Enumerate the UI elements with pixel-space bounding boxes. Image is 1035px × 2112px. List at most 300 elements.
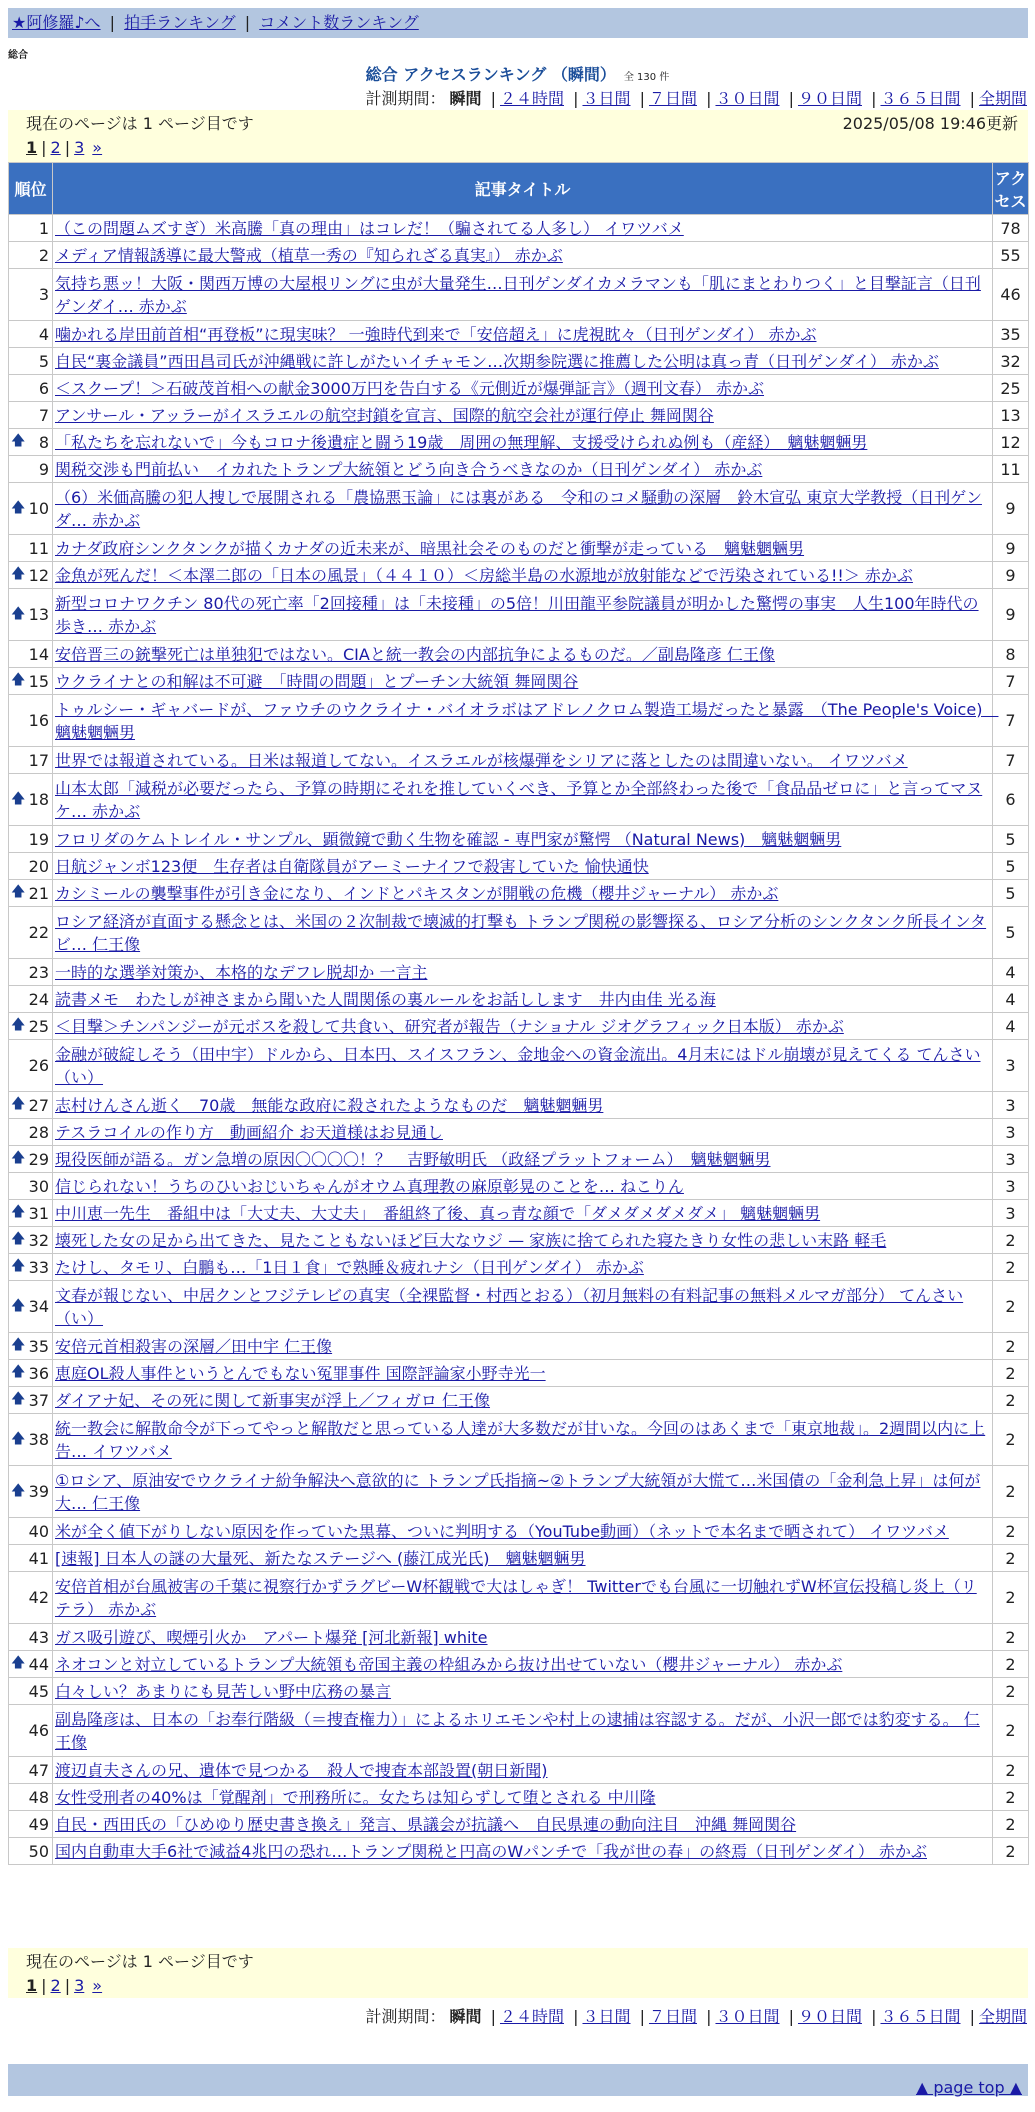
rank-cell [9, 1254, 53, 1281]
rank-number: 31 [28, 1203, 49, 1223]
access-count: 5 [993, 826, 1029, 853]
article-title-link[interactable]: ガス吸引遊び、喫煙引火か アパート爆発 [河北新報] white [55, 1627, 488, 1647]
next-page-link[interactable]: » [92, 1976, 103, 1995]
article-title-link[interactable]: アンサール・アッラーがイスラエルの航空封鎖を宣言、国際的航空会社が運行停止 舞岡関谷 [55, 405, 714, 425]
up-arrow-icon: 🡅 [11, 566, 26, 582]
table-row [9, 1119, 1029, 1146]
article-title-link[interactable]: フロリダのケムトレイル・サンプル、顕微鏡で動く生物を確認 - 専門家が驚愕 （Natural News) 魑魅魍魎男 [55, 829, 842, 849]
rank-cell [9, 1146, 53, 1173]
table-row [9, 562, 1029, 589]
article-title-link[interactable]: テスラコイルの作り方 動画紹介 お天道様はお見通し [55, 1122, 443, 1142]
rank-number: 36 [28, 1363, 49, 1383]
rank-cell [9, 1545, 53, 1572]
access-count: 5 [993, 853, 1029, 880]
rank-number: 39 [28, 1482, 49, 1501]
article-title-link[interactable]: 安倍晋三の銃撃死亡は単独犯ではない。CIAと統一教会の内部抗争によるものだ。／副島隆彦 仁王像 [55, 644, 775, 664]
ranking-table [8, 162, 1029, 1865]
rank-cell [9, 589, 53, 641]
up-arrow-icon: 🡅 [11, 499, 26, 516]
table-row [9, 1360, 1029, 1387]
period-current: 瞬間 [449, 2007, 482, 2026]
rank-number: 43 [28, 1627, 49, 1647]
page-top-link[interactable]: ▲ page top ▲ [915, 2078, 1022, 2097]
title-cell [53, 1838, 993, 1865]
rank-cell [9, 1040, 53, 1092]
page-3-link[interactable]: 3 [74, 138, 85, 157]
access-count: 6 [993, 774, 1029, 826]
pagination: 1 | 2 | 3 » [26, 138, 103, 157]
article-title-link[interactable]: カナダ政府シンクタンクが描くカナダの近未来が、暗黒社会そのものだと衝撃が走っている 魑魅魍魎男 [55, 538, 805, 558]
rank-cell [9, 375, 53, 402]
up-arrow-icon: 🡅 [11, 1655, 26, 1671]
article-title-link[interactable]: [速報] 日本人の謎の大量死、新たなステージへ (藤江成光氏) 魑魅魍魎男 [55, 1548, 586, 1568]
table-row [9, 1784, 1029, 1811]
period-24h-link[interactable]: ２４時間 [499, 89, 564, 108]
title-cell [53, 959, 993, 986]
access-count: 9 [993, 535, 1029, 562]
article-title-link[interactable]: 統一教会に解散命令が下ってやっと解散だと思っている人達が大多数だが甘いな。今回のはあくまで「東京地裁」。2週間以内に上告… イワツバメ [55, 1418, 986, 1461]
rank-cell [9, 774, 53, 826]
period-90d-link[interactable]: ９０日間 [797, 2007, 862, 2026]
period-365d-link[interactable]: ３６５日間 [880, 89, 961, 108]
period-24h-link[interactable]: ２４時間 [499, 2007, 564, 2026]
rank-cell [9, 1811, 53, 1838]
rank-number: 49 [28, 1814, 49, 1834]
access-count: 2 [993, 1572, 1029, 1624]
article-title-link[interactable]: 噛かれる岸田前首相“再登板”に現実味？ 一強時代到来で「安倍超え」に虎視眈々（日刊ゲンダイ） 赤かぶ [55, 324, 817, 344]
article-title-link[interactable]: ＜スクープ！＞石破茂首相への献金3000万円を告白する《元側近が爆弾証言》（週刊文春） 赤かぶ [55, 378, 765, 398]
rank-cell [9, 907, 53, 959]
title-cell [53, 562, 993, 589]
article-title-link[interactable]: 関税交渉も門前払い イカれたトランプ大統領とどう向き合うべきなのか（日刊ゲンダイ） 赤かぶ [55, 459, 763, 479]
rank-cell [9, 402, 53, 429]
period-all-link[interactable]: 全期間 [978, 2007, 1027, 2026]
page-2-link[interactable]: 2 [50, 1976, 61, 1995]
period-7d-link[interactable]: ７日間 [648, 2007, 697, 2026]
page-current: 1 [26, 1976, 38, 1995]
rank-number: 7 [38, 405, 49, 425]
access-count: 32 [993, 348, 1029, 375]
rank-number: 30 [28, 1176, 49, 1196]
article-title-link[interactable]: 志村けんさん逝く 70歳 無能な政府に殺されたようなものだ 魑魅魍魎男 [55, 1095, 604, 1115]
access-count: 2 [993, 1545, 1029, 1572]
title-cell [53, 1013, 993, 1040]
rank-cell [9, 1466, 53, 1518]
title-cell [53, 269, 993, 321]
page-2-link[interactable]: 2 [50, 138, 61, 157]
access-count: 3 [993, 1092, 1029, 1119]
up-arrow-icon: 🡅 [11, 1231, 26, 1247]
article-title-link[interactable]: たけし、タモリ、白鵬も…「1日１食」で熟睡＆疲れナシ（日刊ゲンダイ） 赤かぶ [55, 1257, 644, 1277]
rank-cell [9, 880, 53, 907]
rank-number: 38 [28, 1430, 49, 1449]
page-current: 1 [26, 138, 38, 157]
rank-number: 13 [28, 605, 49, 624]
table-row [9, 1705, 1029, 1757]
rank-cell [9, 1678, 53, 1705]
access-count: 3 [993, 1119, 1029, 1146]
access-count: 3 [993, 1146, 1029, 1173]
rank-cell [9, 641, 53, 668]
rank-number: 28 [28, 1122, 49, 1142]
access-count: 2 [993, 1227, 1029, 1254]
article-title-link[interactable]: ＜目撃＞チンパンジーが元ボスを殺して共食い、研究者が報告（ナショナル ジオグラフィック日本版） 赤かぶ [55, 1016, 844, 1036]
article-title-link[interactable]: 信じられない！うちのひいおじいちゃんがオウム真理教の麻原彰晃のことを… ねこりん [55, 1176, 684, 1196]
title-cell [53, 880, 993, 907]
article-title-link[interactable]: 安倍元首相殺害の深層／田中宇 仁王像 [55, 1336, 333, 1356]
article-title-link[interactable]: 米が全く値下がりしない原因を作っていた黒幕、ついに判明する（YouTube動画）（ネットで本名まで晒されて） イワツバメ [55, 1521, 949, 1541]
title-cell [53, 1545, 993, 1572]
table-row [9, 853, 1029, 880]
period-365d-link[interactable]: ３６５日間 [880, 2007, 961, 2026]
rank-number: 23 [28, 962, 49, 982]
article-title-link[interactable]: 一時的な選挙対策か、本格的なデフレ脱却か 一言主 [55, 962, 428, 982]
rank-cell [9, 695, 53, 747]
rank-number: 42 [28, 1588, 49, 1607]
access-count: 2 [993, 1360, 1029, 1387]
title-cell [53, 429, 993, 456]
up-arrow-icon: 🡅 [11, 1337, 26, 1353]
table-row [9, 589, 1029, 641]
table-row [9, 668, 1029, 695]
table-row [9, 1757, 1029, 1784]
access-count: 7 [993, 695, 1029, 747]
access-count: 2 [993, 1624, 1029, 1651]
access-count: 2 [993, 1838, 1029, 1865]
title-cell [53, 535, 993, 562]
table-row [9, 1678, 1029, 1705]
table-row [9, 483, 1029, 535]
table-row [9, 402, 1029, 429]
access-count: 2 [993, 1678, 1029, 1705]
article-title-link[interactable]: （この問題ムズすぎ）米高騰「真の理由」はコレだ！（騙されてる人多し） イワツバメ [55, 218, 684, 238]
title-cell [53, 1757, 993, 1784]
article-title-link[interactable]: 副島隆彦は、日本の「お奉行階級（＝捜査権力）」によるホリエモンや村上の逮捕は容認する。だが、小沢一郎では豹変する。 仁王像 [55, 1709, 980, 1752]
table-row [9, 321, 1029, 348]
access-count: 35 [993, 321, 1029, 348]
rank-cell [9, 1092, 53, 1119]
rank-number: 17 [28, 750, 49, 770]
table-row [9, 907, 1029, 959]
title-cell [53, 402, 993, 429]
rank-number: 40 [28, 1521, 49, 1541]
title-cell [53, 1146, 993, 1173]
header-access: アクセス [993, 163, 1029, 215]
period-3d-link[interactable]: ３日間 [582, 89, 631, 108]
title-cell [53, 641, 993, 668]
rank-number: 22 [28, 923, 49, 942]
table-row [9, 641, 1029, 668]
article-title-link[interactable]: 中川恵一先生 番組中は「大丈夫、大丈夫」 番組終了後、真っ青な顔で「ダメダメダメダメ」 魑魅魍魎男 [55, 1203, 821, 1223]
rank-cell [9, 215, 53, 242]
rank-cell [9, 1227, 53, 1254]
access-count: 2 [993, 1705, 1029, 1757]
title-cell [53, 375, 993, 402]
page-title: 総合 アクセスランキング （瞬間） [365, 65, 616, 84]
access-count: 11 [993, 456, 1029, 483]
rank-number: 26 [28, 1056, 49, 1075]
period-all-link[interactable]: 全期間 [978, 89, 1027, 108]
period-selector-bottom: 計測期間： 瞬間 | ２４時間 | ３日間 | ７日間 | ３０日間 | ９０日間 | ３６５日間 | 全期間 [365, 2007, 1027, 2026]
rank-number: 18 [28, 790, 49, 809]
nav-separator: | [244, 13, 251, 32]
up-arrow-icon: 🡅 [11, 1482, 26, 1499]
article-title-link[interactable]: 新型コロナワクチン 80代の死亡率「2回接種」は「未接種」の5倍！川田龍平参院議員が明かした驚愕の事実 人生100年時代の歩き… 赤かぶ [55, 593, 979, 636]
table-row [9, 880, 1029, 907]
table-row [9, 986, 1029, 1013]
article-title-link[interactable]: （6）米価高騰の犯人捜しで展開される「農協悪玉論」には裏がある 令和のコメ騒動の深層 鈴木宣弘 東京大学教授（日刊ゲンダ… 赤かぶ [55, 487, 982, 530]
access-count: 2 [993, 1811, 1029, 1838]
access-count: 46 [993, 269, 1029, 321]
page-3-link[interactable]: 3 [74, 1976, 85, 1995]
up-arrow-icon: 🡅 [11, 884, 26, 900]
table-row [9, 535, 1029, 562]
table-row [9, 1414, 1029, 1466]
rank-number: 45 [28, 1681, 49, 1701]
rank-number: 37 [28, 1390, 49, 1410]
access-count: 2 [993, 1254, 1029, 1281]
access-count: 8 [993, 641, 1029, 668]
title-cell [53, 242, 993, 269]
page-info-top [8, 110, 1028, 162]
period-label: 計測期間： [365, 89, 446, 108]
access-count: 4 [993, 1013, 1029, 1040]
up-arrow-icon: 🡅 [11, 1096, 26, 1112]
rank-number: 48 [28, 1787, 49, 1807]
article-title-link[interactable]: ウクライナとの和解は不可避 「時間の問題」とプーチン大統領 舞岡関谷 [55, 671, 579, 691]
rank-cell [9, 242, 53, 269]
rank-cell [9, 1572, 53, 1624]
rank-number: 24 [28, 989, 49, 1009]
access-count: 2 [993, 1784, 1029, 1811]
total-count: 全 130 件 [623, 72, 670, 83]
table-row [9, 1545, 1029, 1572]
up-arrow-icon: 🡅 [11, 1258, 26, 1274]
up-arrow-icon: 🡅 [11, 1430, 26, 1447]
table-row [9, 375, 1029, 402]
title-cell [53, 1333, 993, 1360]
article-title-link[interactable]: 自民“裏金議員”西田昌司氏が沖縄戦に許しがたいイチャモン…次期参院選に推薦した公明は真っ青（日刊ゲンダイ） 赤かぶ [55, 351, 939, 371]
rank-number: 6 [38, 378, 49, 398]
table-row [9, 1624, 1029, 1651]
title-cell [53, 1040, 993, 1092]
rank-cell [9, 269, 53, 321]
table-row [9, 456, 1029, 483]
rank-cell [9, 1360, 53, 1387]
period-label: 計測期間： [365, 2007, 446, 2026]
applause-ranking-link[interactable]: 拍手ランキング [124, 13, 236, 32]
rank-number: 4 [38, 324, 49, 344]
article-title-link[interactable]: 山本太郎「減税が必要だったら、予算の時期にそれを推していくべき、予算とか全部終わった後で「食品品ゼロに」と言ってマヌケ… 赤かぶ [55, 778, 983, 821]
table-row [9, 348, 1029, 375]
period-current: 瞬間 [449, 89, 482, 108]
rank-number: 46 [28, 1721, 49, 1740]
table-row [9, 747, 1029, 774]
access-count: 13 [993, 402, 1029, 429]
period-7d-link[interactable]: ７日間 [648, 89, 697, 108]
rank-number: 15 [28, 671, 49, 691]
table-row [9, 1013, 1029, 1040]
title-cell [53, 1466, 993, 1518]
rank-number: 9 [38, 459, 49, 479]
rank-number: 44 [28, 1654, 49, 1674]
next-page-link[interactable]: » [92, 138, 103, 157]
access-count: 5 [993, 907, 1029, 959]
rank-cell [9, 1624, 53, 1651]
rank-cell [9, 562, 53, 589]
access-count: 9 [993, 589, 1029, 641]
rank-number: 50 [28, 1841, 49, 1861]
article-title-link[interactable]: ダイアナ妃、その死に関して新事実が浮上／フィガロ 仁王像 [55, 1390, 491, 1410]
article-title-link[interactable]: トゥルシー・ギャバードが、ファウチのウクライナ・バイオラボはアドレノクロム製造工場だったと暴露 （The People's Voice) 魑魅魍魎男 [55, 699, 999, 742]
title-cell [53, 456, 993, 483]
title-cell [53, 1119, 993, 1146]
access-count: 3 [993, 1200, 1029, 1227]
up-arrow-icon: 🡅 [11, 1017, 26, 1033]
title-cell [53, 1811, 993, 1838]
title-cell [53, 1518, 993, 1545]
access-count: 2 [993, 1387, 1029, 1414]
rank-number: 12 [28, 565, 49, 585]
rank-cell [9, 1281, 53, 1333]
rank-cell [9, 959, 53, 986]
title-cell [53, 1572, 993, 1624]
rank-cell [9, 1838, 53, 1865]
article-title-link[interactable]: 白々しい？あまりにも見苦しい野中広務の暴言 [55, 1681, 392, 1701]
period-3d-link[interactable]: ３日間 [582, 2007, 631, 2026]
rank-number: 2 [38, 245, 49, 265]
up-arrow-icon: 🡅 [11, 1150, 26, 1166]
title-cell [53, 1281, 993, 1333]
article-title-link[interactable]: ロシア経済が直面する懸念とは、米国の２次制裁で壊滅的打撃も トランプ関税の影響探る、ロシア分析のシンクタンク所長インタビ… 仁王像 [55, 911, 987, 954]
current-page-text: 現在のページは 1 ページ目です [26, 1952, 254, 1971]
article-title-link[interactable]: 文春が報じない、中居クンとフジテレビの真実（全裸監督・村西とおる）（初月無料の有料記事の無料メルマガ部分） てんさい（い） [55, 1285, 964, 1328]
table-row [9, 1466, 1029, 1518]
rank-number: 14 [28, 644, 49, 664]
article-title-link[interactable]: 恵庭OL殺人事件というとんでもない冤罪事件 国際評論家小野寺光一 [55, 1363, 546, 1383]
rank-number: 21 [28, 883, 49, 903]
rank-number: 33 [28, 1257, 49, 1277]
article-title-link[interactable]: ①ロシア、原油安でウクライナ紛争解決へ意欲的に トランプ氏指摘~②トランプ大統領が大慌て…米国債の「金利急上昇」は何が大… 仁王像 [55, 1470, 981, 1513]
article-title-link[interactable]: 気持ち悪ッ！大阪・関西万博の大屋根リングに虫が大量発生…日刊ゲンダイカメラマンも「肌にまとわりつく」と目撃証言（日刊ゲンダイ… 赤かぶ [55, 273, 981, 316]
article-title-link[interactable]: 日航ジャンボ123便 生存者は自衛隊員がアーミーナイフで殺害していた 愉快通快 [55, 856, 649, 876]
article-title-link[interactable]: 渡辺貞夫さんの兄、遺体で見つかる 殺人で捜査本部設置(朝日新聞) [55, 1760, 548, 1780]
rank-number: 3 [38, 285, 49, 304]
article-title-link[interactable]: 安倍首相が台風被害の千葉に視察行かずラグビーW杯観戦で大はしゃぎ！ Twitterでも台風に一切触れずW杯宣伝投稿し炎上（リテラ） 赤かぶ [55, 1576, 977, 1619]
table-row [9, 774, 1029, 826]
table-row [9, 1333, 1029, 1360]
rank-number: 41 [28, 1548, 49, 1568]
title-cell [53, 483, 993, 535]
rank-number: 10 [28, 499, 49, 518]
access-count: 9 [993, 483, 1029, 535]
article-title-link[interactable]: 読書メモ わたしが神さまから聞いた人間関係の裏ルールをお話しします 井内由佳 光る海 [55, 989, 716, 1009]
title-cell [53, 1414, 993, 1466]
period-selector-top: 計測期間： 瞬間 | ２４時間 | ３日間 | ７日間 | ３０日間 | ９０日間 | ３６５日間 | 全期間 [365, 89, 1027, 108]
access-count: 2 [993, 1651, 1029, 1678]
title-cell [53, 668, 993, 695]
up-arrow-icon: 🡅 [11, 790, 26, 807]
access-count: 2 [993, 1466, 1029, 1518]
access-count: 7 [993, 668, 1029, 695]
rank-number: 11 [28, 538, 49, 558]
home-link[interactable]: ★阿修羅♪へ [12, 13, 101, 32]
title-cell [53, 589, 993, 641]
article-title-link[interactable]: 「私たちを忘れないで」今もコロナ後遺症と闘う19歳 周囲の無理解、支援受けられぬ例も（産経） 魑魅魍魎男 [55, 432, 868, 452]
article-title-link[interactable]: カシミールの襲撃事件が引き金になり、インドとパキスタンが開戦の危機（櫻井ジャーナル） 赤かぶ [55, 883, 779, 903]
rank-cell [9, 1387, 53, 1414]
article-title-link[interactable]: 自民・西田氏の「ひめゆり歴史書き換え」発言、県議会が抗議へ 自民県連の動向注目 沖縄 舞岡関谷 [55, 1814, 797, 1834]
title-cell [53, 1227, 993, 1254]
updated-timestamp: 2025/05/08 19:46更新 [842, 114, 1018, 133]
pagination: 1 | 2 | 3 » [26, 1976, 103, 1995]
rank-cell [9, 1200, 53, 1227]
access-count: 4 [993, 986, 1029, 1013]
article-title-link[interactable]: ネオコンと対立しているトランプ大統領も帝国主義の枠組みから抜け出せていない（櫻井ジャーナル） 赤かぶ [55, 1654, 843, 1674]
article-title-link[interactable]: 金融が破綻しそう（田中宇）ドルから、日本円、スイスフラン、金地金への資金流出。4月末にはドル崩壊が見えてくる てんさい（い） [55, 1044, 981, 1087]
access-count: 55 [993, 242, 1029, 269]
rank-cell [9, 483, 53, 535]
rank-cell [9, 1119, 53, 1146]
access-count: 4 [993, 959, 1029, 986]
period-30d-link[interactable]: ３０日間 [715, 2007, 780, 2026]
rank-cell [9, 1173, 53, 1200]
table-row [9, 695, 1029, 747]
access-count: 78 [993, 215, 1029, 242]
comment-ranking-link[interactable]: コメント数ランキング [259, 13, 419, 32]
article-title-link[interactable]: 金魚が死んだ！＜本澤二郎の「日本の風景」（４４１０）＜房総半島の水源地が放射能などで汚染されている!!＞ 赤かぶ [55, 565, 913, 585]
table-row [9, 1146, 1029, 1173]
table-row [9, 1572, 1029, 1624]
ranking-heading [0, 62, 1035, 85]
rank-cell [9, 429, 53, 456]
period-30d-link[interactable]: ３０日間 [715, 89, 780, 108]
rank-cell [9, 1013, 53, 1040]
article-title-link[interactable]: 国内自動車大手6社で減益4兆円の恐れ…トランプ関税と円高のWパンチで「我が世の春」の終焉（日刊ゲンダイ） 赤かぶ [55, 1841, 927, 1861]
rank-number: 34 [28, 1297, 49, 1316]
rank-number: 47 [28, 1760, 49, 1780]
nav-separator: | [109, 13, 116, 32]
article-title-link[interactable]: メディア情報誘導に最大警戒（植草一秀の『知られざる真実』） 赤かぶ [55, 245, 563, 265]
period-90d-link[interactable]: ９０日間 [797, 89, 862, 108]
rank-cell [9, 1414, 53, 1466]
table-row [9, 429, 1029, 456]
rank-cell [9, 668, 53, 695]
access-count: 2 [993, 1414, 1029, 1466]
rank-cell [9, 747, 53, 774]
article-title-link[interactable]: 壊死した女の足から出てきた、見たこともないほど巨大なウジ — 家族に捨てられた寝たきり女性の悲しい末路 軽毛 [55, 1230, 887, 1250]
access-count: 2 [993, 1757, 1029, 1784]
top-nav-bar [8, 8, 1028, 38]
rank-number: 1 [38, 218, 49, 238]
table-row [9, 1281, 1029, 1333]
table-row [9, 826, 1029, 853]
access-count: 2 [993, 1518, 1029, 1545]
access-count: 3 [993, 1040, 1029, 1092]
up-arrow-icon: 🡅 [11, 1204, 26, 1220]
rank-cell [9, 1333, 53, 1360]
rank-number: 19 [28, 829, 49, 849]
title-cell [53, 1092, 993, 1119]
article-title-link[interactable]: 女性受刑者の40%は「覚醒剤」で刑務所に。女たちは知らずして堕とされる 中川隆 [55, 1787, 656, 1807]
table-row [9, 1040, 1029, 1092]
title-cell [53, 747, 993, 774]
access-count: 25 [993, 375, 1029, 402]
article-title-link[interactable]: 現役医師が語る。ガン急増の原因〇〇〇〇！？ 吉野敏明氏 （政経プラットフォーム） 魑魅魍魎男 [55, 1149, 771, 1169]
title-cell [53, 986, 993, 1013]
article-title-link[interactable]: 世界では報道されている。日米は報道してない。イスラエルが核爆弾をシリアに落としたのは間違いない。 イワツバメ [55, 750, 908, 770]
access-count: 7 [993, 747, 1029, 774]
